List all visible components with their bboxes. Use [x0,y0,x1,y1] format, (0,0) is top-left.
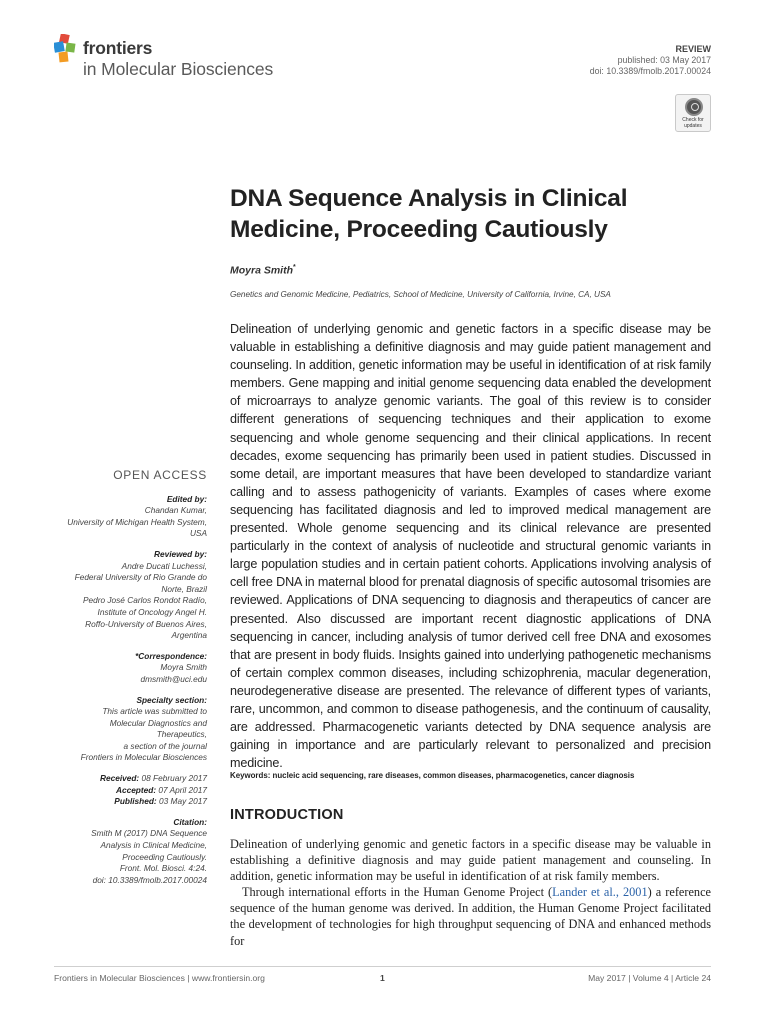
published-date-value: 03 May 2017 [159,796,207,807]
article-doi[interactable]: doi: 10.3389/fmolb.2017.00024 [589,66,711,76]
journal-logo[interactable] [54,34,294,80]
article-title: DNA Sequence Analysis in Clinical Medicine, Proceeding Cautiously [230,185,628,243]
article-type: REVIEW [675,44,711,54]
editor-line: Chandan Kumar, [144,505,207,516]
accepted-date: 07 April 2017 [158,784,207,795]
author-name[interactable]: Moyra Smith [230,264,294,277]
intro-text-segment: ) a reference sequence of the human genome was derived. In addition, the Human Genome Project facilitated the development of technologies for high throughput sequencing of DNA and enhanced methods for [230,885,711,948]
citation-link[interactable]: Lander et al., 2001 [552,885,648,900]
abstract: Delineation of underlying genomic and genetic factors in a specific disease may be valuable in establishing a definitive diagnosis and may guide patient management and counseling. In addition, genetic information may be useful in identification of at risk family members. Gene mapping and initial genome sequencing data enabled the development of microarrays to analyze genomic variants. The goal of this review is to consider different generations of sequencing techniques and their application to exome sequencing and whole genome sequencing and their clinical applications. In recent decades, exome sequencing has primarily been used in patient studies. Discussed in some detail, are important measures that have been developed to standardize variant calling and to assess pathogenicity of variants. Examples of cases where exome sequencing has facilitated diagnosis and led to improved medical management are presented. Whole genome sequencing and its clinical relevance are presented particularly in the context of analysis of nucleotide and structural genomic variants in large population studies and in certain patient cohorts. Applications involving analysis of cell free DNA in maternal blood for prenatal diagnosis of specific autosomal trisomies are reviewed. Applications of DNA sequencing to diagnosis and therapeutics of cancer are presented. Also discussed are important recent diagnostic applications of DNA sequencing in cancer, including analysis of tumor derived cell free DNA and exosomes that are present in body fluids. Insights gained into underlying pathogenetic mechanisms of certain complex common diseases, including schizophrenia, macular degeneration, neurodegenerative disease are presented. The relevance of different types of variants, rare, uncommon, and common to disease pathogenesis, and the continuum of causality, are addressed. Pharmacogenetic variants detected by DNA sequence analysis are gaining in importance and are particularly relevant to personalized and precision medicine. [230,322,711,771]
citation-line[interactable]: doi: 10.3389/fmolb.2017.00024 [92,874,207,885]
keywords-list: nucleic acid sequencing, rare diseases, common diseases, pharmacogenetics, cancer diagnosis [272,771,635,780]
citation-label: Citation: [173,816,207,827]
intro-paragraph: Delineation of underlying genomic and genetic factors in a specific disease may be valuable in establishing a definitive diagnosis and may guide patient management and counseling. In addition, genetic information may be useful in identification of at risk family members. [230,837,711,884]
keywords-label: Keywords: [230,771,271,780]
reviewer-line: Institute of Oncology Angel H. [97,606,207,617]
keywords [230,771,720,780]
reviewer-line: Norte, Brazil [161,583,207,594]
author-affiliation: Genetics and Genomic Medicine, Pediatrics, School of Medicine, University of California, Irvine, CA, USA [230,290,611,299]
brand-name: frontiers [83,38,153,58]
specialty-line: This article was submitted to [102,706,207,717]
published-label: Published: [114,796,157,807]
edited-by-section [40,494,207,540]
intro-paragraph [230,884,711,948]
specialty-section [40,695,207,765]
correspondence-label: *Correspondence: [135,650,207,661]
article-meta [590,44,711,77]
citation-line: Proceeding Cautiously. [122,851,207,862]
journal-name: in Molecular Biosciences [83,59,274,79]
reviewer-line: Pedro José Carlos Rondot Radío, [82,595,207,606]
correspondence-email[interactable]: dmsmith@uci.edu [140,673,207,684]
edited-by-label: Edited by: [166,493,207,504]
citation-line: Front. Mol. Biosci. 4:24. [119,863,207,874]
editor-line: USA [189,528,207,539]
reviewer-line: Andre Ducati Luchessi, [121,560,207,571]
check-for-updates-label: Check for updates [682,117,704,129]
article-info-sidebar [40,470,207,895]
dates-section [40,773,207,808]
introduction-body [230,836,711,949]
published-date: published: 03 May 2017 [617,55,711,65]
received-date: 08 February 2017 [141,773,207,784]
citation-line: Smith M (2017) DNA Sequence [91,828,207,839]
correspondence-section [40,651,207,686]
reviewer-line: Argentina [171,630,207,641]
open-access-label: OPEN ACCESS [113,468,207,482]
author-correspondence-mark: * [293,264,296,271]
reviewer-line: Federal University of Rio Grande do [74,572,207,583]
citation-line: Analysis in Clinical Medicine, [100,840,207,851]
reviewed-by-section [40,549,207,642]
footer-divider [54,966,711,967]
citation-section [40,817,207,887]
footer-issue-info: May 2017 | Volume 4 | Article 24 [588,973,711,983]
intro-text-segment: Through international efforts in the Human Genome Project ( [242,885,553,900]
received-date-row [40,773,207,785]
page-number: 1 [380,973,385,983]
published-date-row [40,796,207,808]
accepted-label: Accepted: [115,784,157,795]
section-heading-introduction: INTRODUCTION [230,807,344,823]
correspondence-name: Moyra Smith [160,662,207,673]
specialty-line: Molecular Diagnostics and [109,717,207,728]
check-for-updates-button[interactable] [675,94,711,132]
author-line [230,264,296,277]
frontiers-logo-icon [54,34,80,64]
specialty-line: a section of the journal [123,740,207,751]
reviewer-line: Roffo-University of Buenos Aires, [85,618,207,629]
specialty-line: Therapeutics, [156,729,207,740]
specialty-line: Frontiers in Molecular Biosciences [80,752,207,763]
received-label: Received: [99,773,140,784]
footer-journal-link[interactable]: Frontiers in Molecular Biosciences | www.frontiersin.org [54,973,265,983]
bookmark-icon [685,98,703,116]
specialty-label: Specialty section: [136,694,207,705]
editor-line: University of Michigan Health System, [67,516,207,527]
reviewed-by-label: Reviewed by: [153,548,207,559]
accepted-date-row [40,785,207,797]
